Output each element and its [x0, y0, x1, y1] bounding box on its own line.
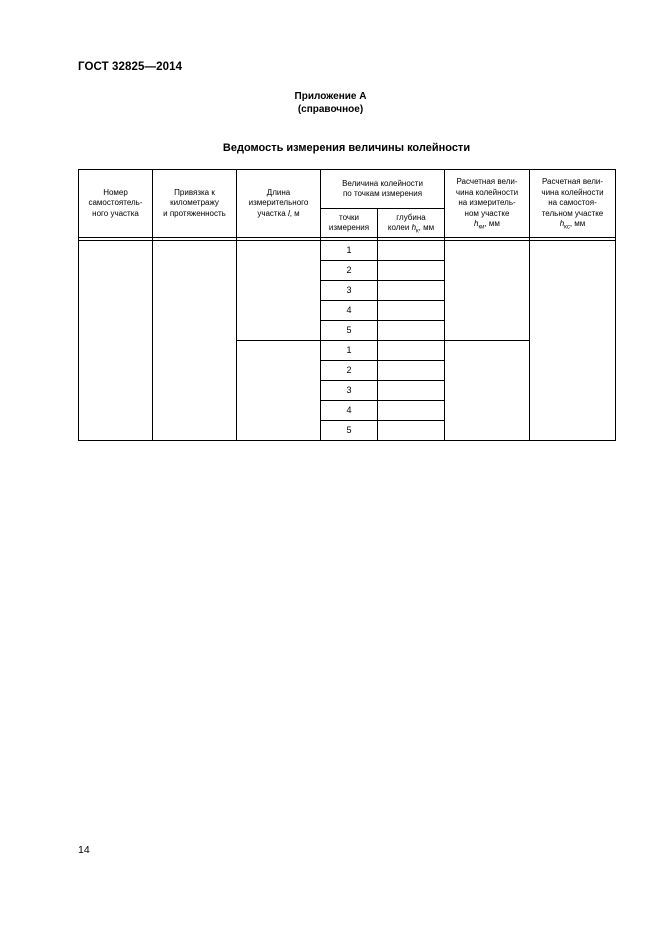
cell-rut-depth — [378, 421, 445, 441]
header-kilometer-reference: Привязка к километражу и протяженность — [153, 170, 237, 238]
cell-point-number: 4 — [321, 301, 378, 321]
cell-point-number: 2 — [321, 261, 378, 281]
cell-point-number: 4 — [321, 401, 378, 421]
cell-measuring-length — [237, 341, 321, 441]
header-measurement-points: точки измерения — [321, 209, 378, 238]
cell-calc-rut-measuring — [445, 341, 530, 441]
appendix-note: (справочное) — [297, 104, 364, 115]
cell-rut-depth — [378, 241, 445, 261]
cell-calc-rut-section — [530, 241, 616, 441]
cell-section-number — [79, 241, 153, 441]
cell-rut-depth — [378, 281, 445, 301]
header-rut-depth: глубина колеи $h_к$, мм — [378, 209, 445, 238]
cell-rut-depth — [378, 321, 445, 341]
header-section-number: Номер самостоятель- ного участка — [79, 170, 153, 238]
cell-point-number: 2 — [321, 361, 378, 381]
cell-rut-depth — [378, 301, 445, 321]
document-code: ГОСТ 32825—2014 — [78, 61, 183, 73]
cell-point-number: 1 — [321, 241, 378, 261]
page-number: 14 — [78, 844, 90, 856]
table-title: Ведомость измерения величины колейности — [222, 142, 471, 154]
cell-point-number: 5 — [321, 321, 378, 341]
header-measuring-length: Длина измерительного участка l, м — [237, 170, 321, 238]
header-calc-rut-measuring: Расчетная вели- чина колейности на измеритель- ном участке $h_{ки}$, мм — [445, 170, 530, 238]
cell-point-number: 5 — [321, 421, 378, 441]
header-rut-by-points: Величина колейности по точкам измерения — [321, 170, 445, 209]
cell-rut-depth — [378, 361, 445, 381]
cell-calc-rut-measuring — [445, 241, 530, 341]
cell-rut-depth — [378, 261, 445, 281]
cell-point-number: 3 — [321, 381, 378, 401]
rut-measurement-table — [78, 169, 616, 441]
cell-point-number: 3 — [321, 281, 378, 301]
header-calc-rut-section: Расчетная вели- чина колейности на самостоя- тельном участке $h_{кс}$, мм — [530, 170, 616, 238]
appendix-heading — [0, 90, 661, 116]
cell-rut-depth — [378, 341, 445, 361]
cell-measuring-length — [237, 241, 321, 341]
cell-point-number: 1 — [321, 341, 378, 361]
cell-kilometer-reference — [153, 241, 237, 441]
cell-rut-depth — [378, 381, 445, 401]
appendix-title: Приложение А — [294, 91, 367, 102]
cell-rut-depth — [378, 401, 445, 421]
